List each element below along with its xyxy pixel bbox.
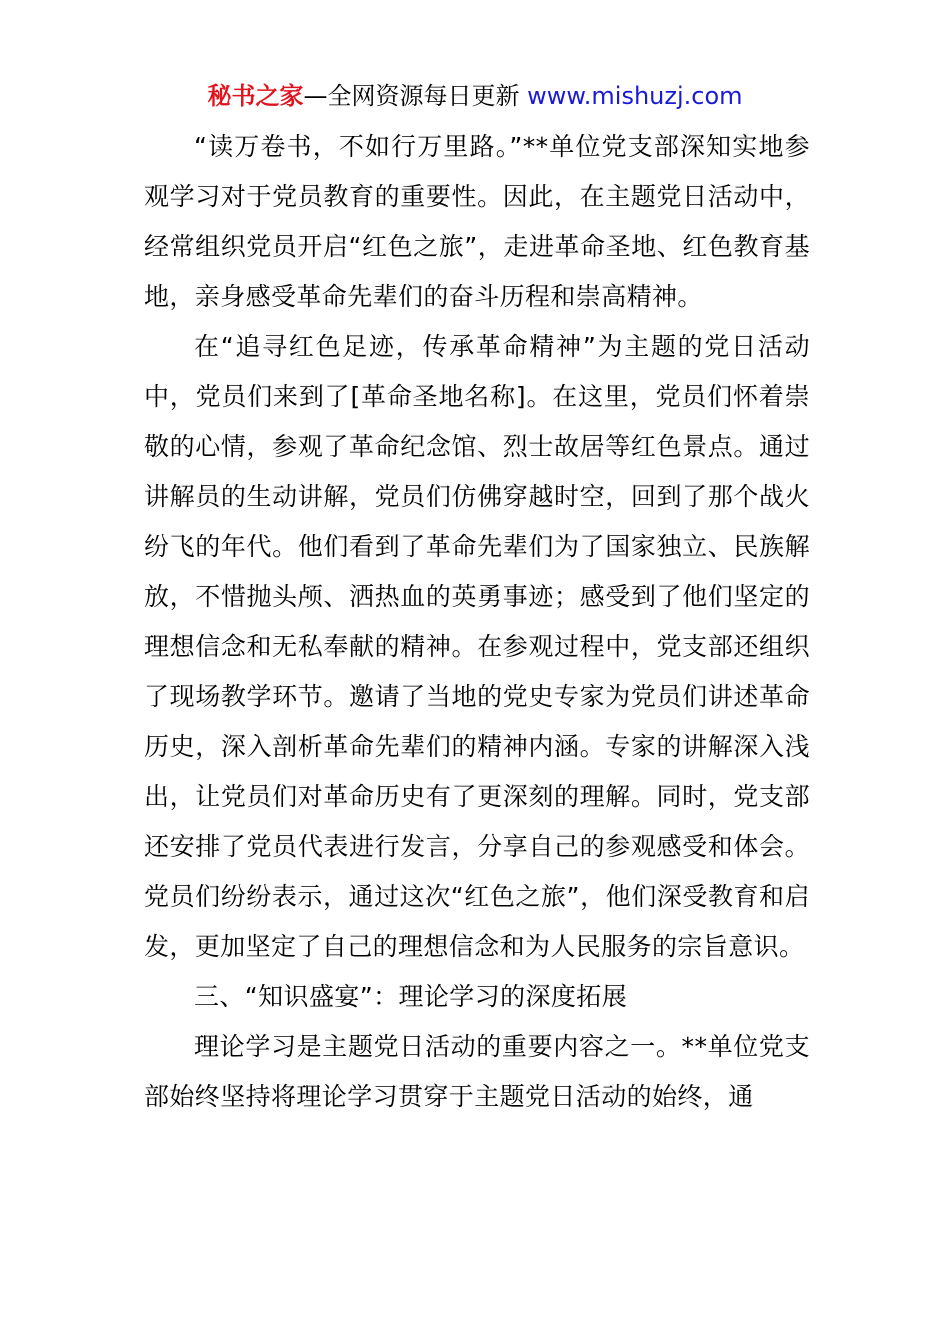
paragraph-red-footprints-activity: 在“追寻红色足迹，传承革命精神”为主题的党日活动中，党员们来到了[革命圣地名称]。在这里，党员们怀着崇敬的心情，参观了革命纪念馆、烈士故居等红色景点。通过讲解员的生动讲解，党员们仿佛穿越时空，回到了那个战火纷飞的年代。他们看到了革命先辈们为了国家独立、民族解放，不惜抛头颅、洒热血的英勇事迹；感受到了他们坚定的理想信念和无私奉献的精神。在参观过程中，党支部还组织了现场教学环节。邀请了当地的党史专家为党员们讲述革命历史，深入剖析革命先辈们的精神内涵。专家的讲解深入浅出，让党员们对革命历史有了更深刻的理解。同时，党支部还安排了党员代表进行发言，分享自己的参观感受和体会。党员们纷纷表示，通过这次“红色之旅”，他们深受教育和启发，更加坚定了自己的理想信念和为人民服务的宗旨意识。	[144, 332, 810, 961]
site-url-link[interactable]: www.mishuzj.com	[527, 82, 743, 110]
paragraph-red-journey-intro: “读万卷书，不如行万里路。”**单位党支部深知实地参观学习对于党员教育的重要性。因此，在主题党日活动中，经常组织党员开启“红色之旅”，走进革命圣地、红色教育基地，亲身感受革命先辈们的奋斗历程和崇高精神。	[144, 132, 810, 311]
brand-name: 秘书之家	[207, 82, 304, 110]
document-body	[144, 122, 810, 1122]
site-header	[0, 78, 950, 114]
paragraph-theory-study: 理论学习是主题党日活动的重要内容之一。**单位党支部始终坚持将理论学习贯穿于主题党日活动的始终，通	[144, 1032, 810, 1111]
header-tagline: —全网资源每日更新	[303, 82, 528, 110]
section-heading-knowledge-feast: 三、“知识盛宴”：理论学习的深度拓展	[194, 982, 628, 1011]
